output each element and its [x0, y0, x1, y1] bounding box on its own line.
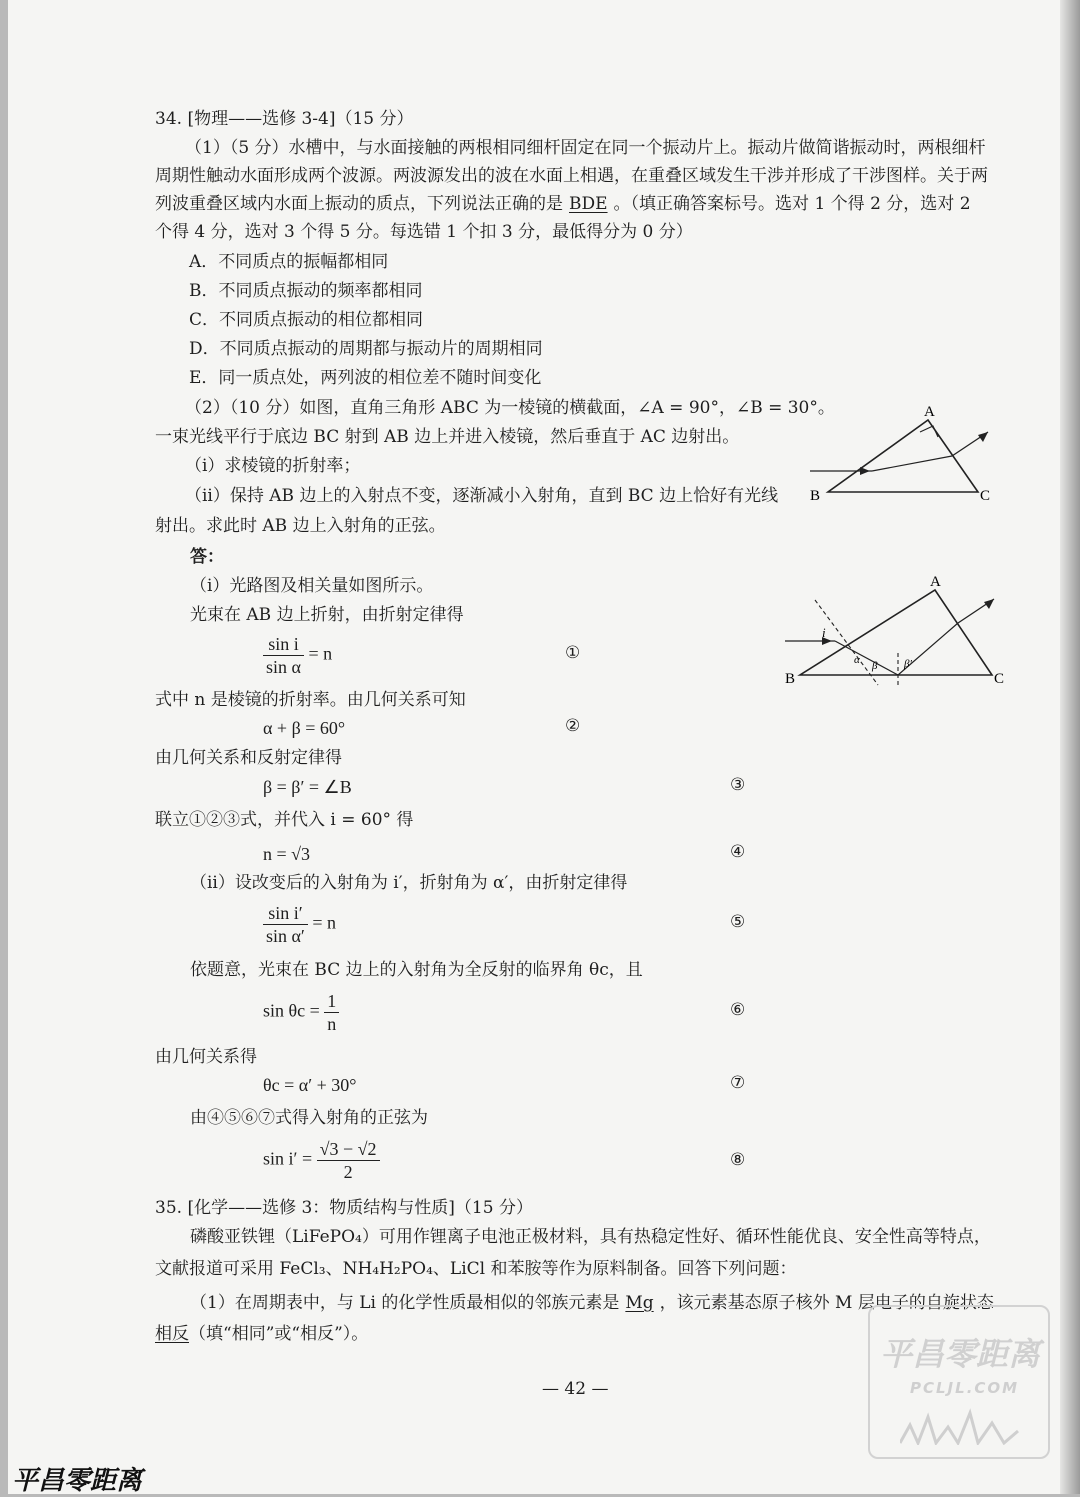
eq8-numerator: √3 − √2 [317, 1138, 380, 1161]
eq3-tag: ③ [730, 775, 746, 795]
eq8-lhs: sin i′ = [263, 1148, 313, 1169]
equation-5 [263, 902, 336, 947]
fig2-label-i: i [822, 625, 826, 640]
eq5-numerator: sin i′ [263, 902, 308, 925]
exit-arrow [978, 432, 988, 442]
q35-sub1-pre: （1）在周期表中，与 Li 的化学性质最相似的邻族元素是 [190, 1293, 620, 1313]
prism-triangle [828, 420, 978, 492]
option-c: C．不同质点振动的相位都相同 [189, 310, 424, 330]
q35-sub1-answer: Mg [625, 1293, 654, 1313]
q34-p1-line2: 周期性触动水面形成两个波源。两波源发出的波在水面上相遇，在重叠区域发生干涉并形成了干涉图样。关于两 [155, 166, 988, 186]
prism-figure-2 [780, 575, 1010, 690]
prism-triangle-2 [800, 590, 992, 675]
fig2-label-c: C [994, 671, 1005, 687]
equation-8 [263, 1138, 380, 1183]
page-edge-shadow [1060, 0, 1080, 1494]
equation-1 [263, 633, 332, 678]
eq1-tag: ① [565, 643, 581, 663]
q35-line1: 磷酸亚铁锂（LiFePO₄）可用作锂离子电池正极材料，具有热稳定性好、循环性能优良、安全性高等特点， [190, 1227, 991, 1247]
eq8-tag: ⑧ [730, 1150, 746, 1170]
eq5-rhs: = n [312, 912, 337, 933]
q34-p1-line3 [155, 192, 971, 216]
equation-2: α + β = 60° [263, 718, 346, 738]
option-e: E．同一质点处，两列波的相位差不随时间变化 [189, 368, 542, 388]
q34-p2-ii-line2: 射出。求此时 AB 边上入射角的正弦。 [155, 516, 446, 536]
refracted-ray [872, 456, 952, 471]
eq4-tag: ④ [730, 842, 746, 862]
ans-i-line5: 联立①②③式，并代入 i = 60° 得 [155, 810, 414, 830]
equation-7: θc = α′ + 30° [263, 1075, 357, 1095]
eq5-denominator: sin α′ [266, 926, 305, 946]
equation-6 [263, 990, 339, 1035]
q34-p1-line4: 个得 4 分，选对 3 个得 5 分。每选错 1 个扣 3 分，最低得分为 0 分） [155, 222, 693, 242]
ans-ii-line3: 由几何关系得 [155, 1047, 257, 1067]
equation-3: β = β′ = ∠B [263, 777, 352, 797]
incident-arrow [860, 467, 870, 475]
equation-4: n = √3 [263, 844, 311, 864]
q34-p1-answer: BDE [569, 194, 608, 214]
watermark-logo-box [868, 1305, 1050, 1459]
ans-ii-line1: （ii）设改变后的入射角为 i′，折射角为 α′，由折射定律得 [190, 873, 628, 893]
fig2-label-beta: β [872, 660, 878, 672]
eq1-rhs: = n [308, 643, 333, 664]
ans-ii-line2: 依题意，光束在 BC 边上的入射角为全反射的临界角 θc，且 [190, 960, 643, 980]
option-d: D．不同质点振动的周期都与振动片的周期相同 [189, 339, 543, 359]
ans-ii-line4: 由④⑤⑥⑦式得入射角的正弦为 [190, 1108, 428, 1128]
eq1-numerator: sin i [263, 633, 304, 656]
fig1-label-b: B [810, 488, 821, 504]
watermark-skyline-icon [900, 1405, 1020, 1445]
eq6-numerator: 1 [324, 990, 339, 1013]
fig2-label-beta-prime: β′ [904, 658, 912, 670]
q34-p2-i: （i）求棱镜的折射率； [185, 456, 361, 476]
q34-p2-ii-line1: （ii）保持 AB 边上的入射点不变，逐渐减小入射角，直到 BC 边上恰好有光线 [185, 486, 779, 506]
eq1-denominator: sin α [266, 657, 301, 677]
page-number: — 42 — [542, 1379, 609, 1399]
fig2-label-b: B [785, 671, 796, 687]
q34-p2-line2: 一束光线平行于底边 BC 射到 AB 边上并进入棱镜，然后垂直于 AC 边射出。 [155, 427, 740, 447]
fig1-label-c: C [980, 488, 991, 504]
fig2-label-alpha: α [854, 654, 860, 666]
q34-p1-line3-post: 。（填正确答案标号。选对 1 个得 2 分，选对 2 [613, 194, 971, 214]
q35-sub1-answer2: 相反 [155, 1324, 189, 1344]
eq7-tag: ⑦ [730, 1073, 746, 1093]
exit-arrow-2 [984, 599, 994, 609]
eq8-fraction [317, 1138, 380, 1183]
right-angle-mark [920, 426, 938, 437]
eq1-fraction [263, 633, 304, 678]
option-a: A．不同质点的振幅都相同 [189, 252, 389, 272]
eq5-fraction [263, 902, 308, 947]
eq5-tag: ⑤ [730, 912, 746, 932]
answer-label: 答： [190, 547, 224, 567]
watermark-brand-corner: 平昌零距离 [12, 1466, 143, 1496]
q34-p1-line1: （1）（5 分）水槽中，与水面接触的两根相同细杆固定在同一个振动片上。振动片做简谐振动时，两根细杆 [185, 138, 986, 158]
q34-p2-line1: （2）（10 分）如图，直角三角形 ABC 为一棱镜的横截面，∠A = 90°，∠B = 30°。 [185, 398, 835, 418]
ans-i-line3: 式中 n 是棱镜的折射率。由几何关系可知 [155, 690, 466, 710]
eq6-denominator: n [327, 1014, 337, 1034]
q34-header: 34. [物理——选修 3-4]（15 分） [155, 109, 414, 129]
eq6-fraction [324, 990, 339, 1035]
fig1-label-a: A [924, 404, 935, 420]
option-b: B．不同质点振动的频率都相同 [189, 281, 423, 301]
q34-p1-line3-pre: 列波重叠区域内水面上振动的质点，下列说法正确的是 [155, 194, 563, 214]
ans-i-line2: 光束在 AB 边上折射，由折射定律得 [190, 605, 464, 625]
eq2-tag: ② [565, 716, 581, 736]
watermark-logo-url: PCLJL.COM [910, 1379, 1020, 1397]
ans-i-line4: 由几何关系和反射定律得 [155, 748, 342, 768]
fig2-label-a: A [930, 575, 941, 590]
prism-figure-1 [800, 400, 1000, 510]
q35-sub1-line2-post: （填“相同”或“相反”）。 [189, 1324, 369, 1344]
eq6-lhs: sin θc = [263, 1000, 320, 1021]
ans-i-line1: （i）光路图及相关量如图所示。 [190, 576, 434, 596]
q35-line2: 文献报道可采用 FeCl₃、NH₄H₂PO₄、LiCl 和苯胺等作为原料制备。回答下列问题： [155, 1259, 797, 1279]
eq8-denominator: 2 [343, 1162, 353, 1182]
watermark-logo-brand: 平昌零距离 [880, 1335, 1041, 1373]
eq6-tag: ⑥ [730, 1000, 746, 1020]
q35-sub1-post: ，该元素基态原子核外 M 层电子的自旋状态 [659, 1293, 994, 1313]
q35-header: 35. [化学——选修 3：物质结构与性质]（15 分） [155, 1198, 533, 1218]
q35-sub1-line2 [155, 1322, 368, 1346]
